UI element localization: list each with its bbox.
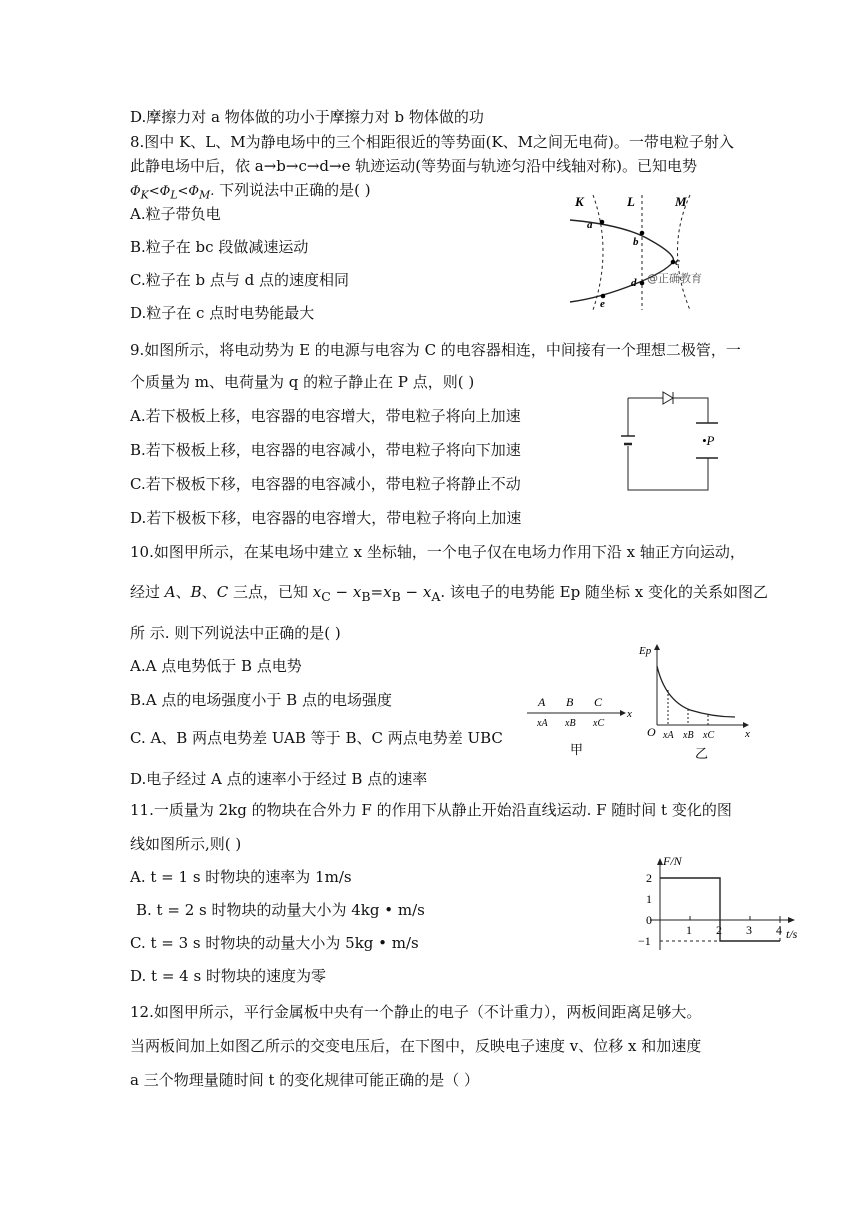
q11-stem-1: 11.一质量为 2kg 的物块在合外力 F 的作用下从静止开始沿直线运动. F 随时间 t 变化的图: [130, 801, 732, 819]
point-p: •P: [702, 433, 715, 448]
svg-text:xC: xC: [703, 730, 715, 741]
q10-option-a: A.A 点电势低于 B 点电势: [130, 657, 302, 675]
q9-option-c: C.若下极板下移，电容器的电容减小，带电粒子将静止不动: [130, 475, 521, 493]
watermark: @正确教育: [647, 272, 702, 285]
q8-option-d: D.粒子在 c 点时电势能最大: [130, 304, 315, 322]
q10-option-b: B.A 点的电场强度小于 B 点的电场强度: [130, 691, 392, 709]
q8-option-b: B.粒子在 bc 段做减速运动: [130, 238, 309, 256]
q9-option-a: A.若下极板上移，电容器的电容增大，带电粒子将向上加速: [130, 407, 521, 425]
q10-stem-1: 10.如图甲所示，在某电场中建立 x 坐标轴，一个电子仅在电场力作用下沿 x 轴正方向运动，: [130, 543, 745, 561]
y-tick-label: −1: [638, 934, 651, 948]
q9-circuit-figure: [618, 388, 718, 498]
label-k: K: [575, 194, 584, 209]
svg-text:xB: xB: [683, 730, 694, 741]
axis-ep: Ep: [639, 645, 652, 657]
q10-figure-jia: [522, 690, 632, 760]
svg-text:C: C: [594, 695, 603, 709]
ylabel: F/N: [663, 854, 682, 868]
q8-option-c: C.粒子在 b 点与 d 点的速度相同: [130, 271, 349, 289]
q12-stem-3: a 三个物理量随时间 t 的变化规律可能正确的是（ ）: [130, 1071, 480, 1089]
q10-option-c: C. A、B 两点电势差 UAB 等于 B、C 两点电势差 UBC: [130, 729, 503, 747]
y-tick-label: 2: [646, 871, 652, 885]
axis-x: x: [627, 708, 632, 720]
q10-option-d: D.电子经过 A 点的速率小于经过 B 点的速率: [130, 770, 428, 788]
q10-figure-yi: [635, 640, 760, 765]
q11-option-d: D. t = 4 s 时物块的速度为零: [130, 967, 326, 985]
q9-stem-2: 个质量为 m、电荷量为 q 的粒子静止在 P 点，则( ): [130, 373, 475, 391]
x-tick-label: 2: [716, 923, 722, 937]
svg-text:xC: xC: [593, 718, 605, 729]
y-tick-label: 0: [646, 913, 652, 927]
label-l: L: [627, 194, 635, 209]
q11-force-time-chart: [630, 850, 812, 965]
q11-option-b: B. t = 2 s 时物块的动量大小为 4kg • m/s: [136, 901, 425, 919]
caption-jia: 甲: [570, 743, 584, 758]
label-d: d: [631, 277, 637, 289]
q12-stem-1: 12.如图甲所示，平行金属板中央有一个静止的电子（不计重力），两板间距离足够大。: [130, 1003, 702, 1021]
label-e: e: [600, 298, 605, 310]
q7-option-d: D.摩擦力对 a 物体做的功小于摩擦力对 b 物体做的功: [130, 108, 484, 126]
q8-stem-3: $\Phi_K<\Phi_L<\Phi_M$. 下列说法中正确的是( ): [130, 181, 371, 202]
q10-stem-2: 经过 A、B、C 三点，已知 $x_C - x_B=x_B - x_A$. 该电子的电势能 Ep 随坐标 x 变化的关系如图乙: [130, 583, 768, 604]
q9-option-d: D.若下极板下移，电容器的电容增大，带电粒子将向上加速: [130, 509, 522, 527]
x-tick-label: 3: [746, 923, 752, 937]
q8-stem-2: 此静电场中后，依 a→b→c→d→e 轨迹运动(等势面与轨迹匀沿中线轴对称)。已知电势: [130, 157, 697, 175]
svg-text:x: x: [745, 728, 750, 740]
x-tick-label: 4: [776, 923, 782, 937]
q8-stem-1: 8.图中 K、L、M为静电场中的三个相距很近的等势面(K、M之间无电荷)。一带电粒子射入: [130, 133, 734, 151]
svg-text:xB: xB: [565, 718, 576, 729]
label-a: a: [587, 219, 593, 231]
q11-option-c: C. t = 3 s 时物块的动量大小为 5kg • m/s: [130, 934, 419, 952]
q11-stem-2: 线如图所示,则( ): [130, 835, 242, 853]
q11-option-a: A. t = 1 s 时物块的速率为 1m/s: [130, 868, 352, 886]
q9-option-b: B.若下极板上移，电容器的电容减小，带电粒子将向下加速: [130, 441, 521, 459]
x-tick-label: 1: [686, 923, 692, 937]
y-tick-label: 1: [646, 892, 652, 906]
q8-equipotential-figure: [565, 190, 715, 320]
caption-yi: 乙: [695, 747, 709, 762]
svg-text:O: O: [647, 725, 656, 739]
svg-text:xA: xA: [663, 730, 674, 741]
svg-text:A: A: [538, 695, 546, 709]
svg-text:B: B: [566, 695, 574, 709]
q12-stem-2: 当两板间加上如图乙所示的交变电压后，在下图中，反映电子速度 v、位移 x 和加速度: [130, 1037, 702, 1055]
xlabel: t/s: [786, 927, 798, 941]
label-c: c: [675, 256, 680, 268]
svg-text:xA: xA: [537, 718, 548, 729]
q9-stem-1: 9.如图所示，将电动势为 E 的电源与电容为 C 的电容器相连，中间接有一个理想二极管，一: [130, 341, 741, 359]
q8-option-a: A.粒子带负电: [130, 205, 221, 223]
label-m: M: [675, 194, 687, 209]
q10-stem-3: 所 示. 则下列说法中正确的是( ): [130, 624, 341, 642]
label-b: b: [633, 236, 639, 248]
